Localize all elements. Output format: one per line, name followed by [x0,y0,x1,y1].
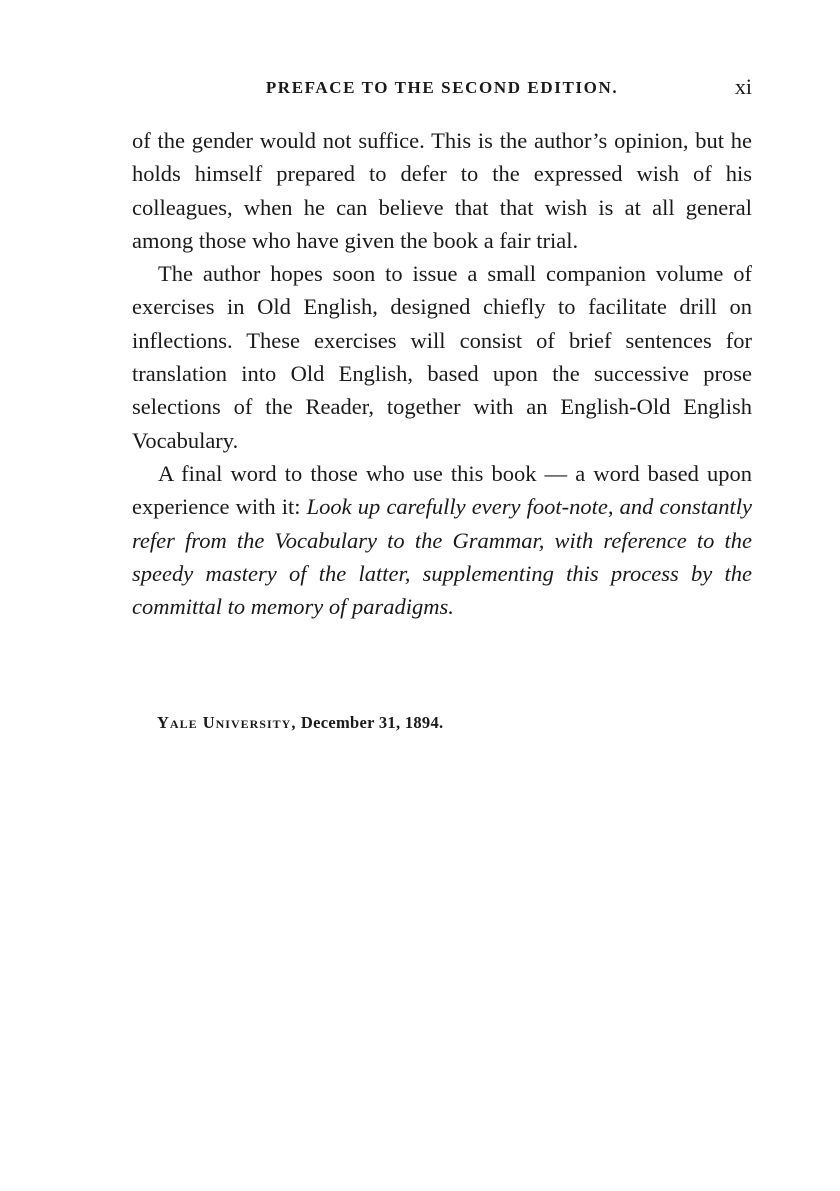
final-word-advice: Look up carefully every foot-note, and constantly refer from the Vocabulary to the Grammar, with reference to the speedy mastery of the latter, supplementing this process by the committal to memory of paradigms. [132,494,752,620]
page-number: xi [734,74,752,99]
paragraph-companion-volume: The author hopes soon to issue a small companion volume of exercises in Old English, designed chiefly to facilitate drill on inflections. These exercises will consist of brief sentences for translation into Old English, based upon the successive prose selections of the Reader, together with an English-Old English Vocabulary. [132,261,752,453]
running-head [132,76,752,106]
running-title: PREFACE TO THE SECOND EDITION. [265,78,619,97]
body-text [132,124,752,623]
paragraph-continuation: of the gender would not suffice. This is the author’s opinion, but he holds himself prepared to defer to the expressed wish of his colleagues, when he can believe that that wish is at all general among those who have given the book a fair trial. [132,128,752,253]
final-word-lead: A final word to those who use this book — a word based upon experience with it: [132,460,752,520]
paragraph-final-word [132,457,752,623]
signature-institution: Yale University, [157,713,297,732]
signature-date: December 31, 1894. [300,713,444,732]
signature-line [157,713,443,733]
